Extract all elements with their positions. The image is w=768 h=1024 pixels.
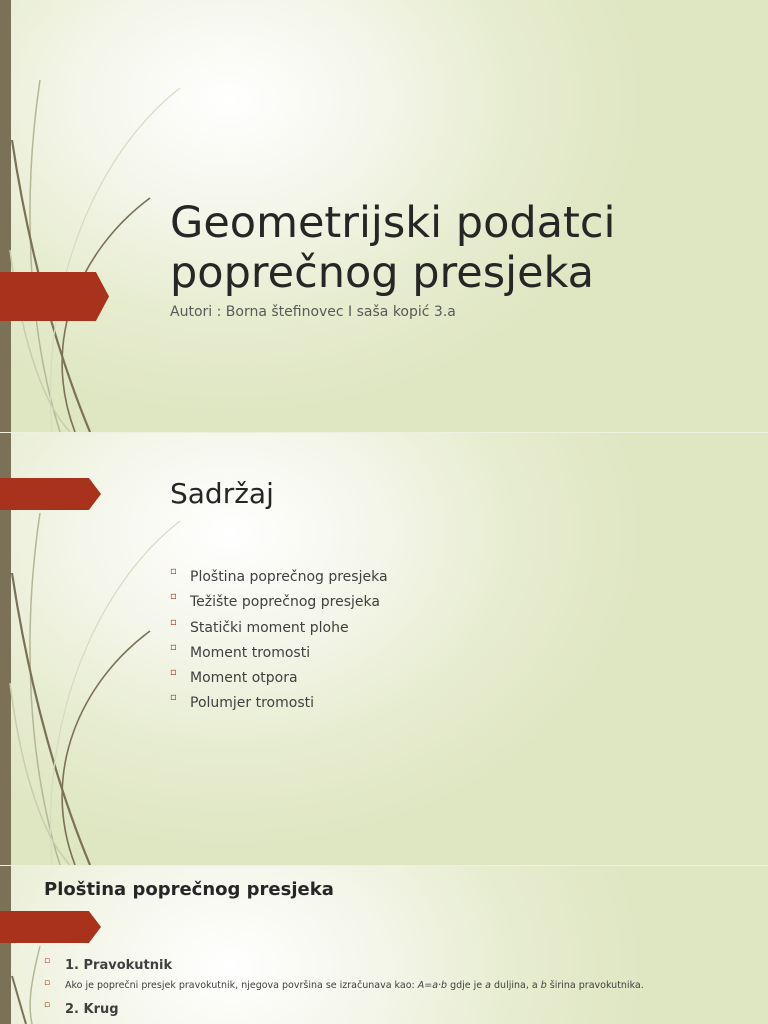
contents-title: Sadržaj [170, 477, 274, 510]
list-item: ▫ Težište poprečnog presjeka [170, 591, 380, 611]
title-slide [0, 0, 768, 432]
bullet-icon: ▫ [170, 667, 177, 679]
contents-list [170, 566, 388, 721]
bullet-icon: ▫ [44, 956, 51, 966]
list-item [44, 1002, 744, 1024]
circle-heading: 2. Krug [65, 1002, 119, 1017]
list-item: ▫ Ako je poprečni presjek pravokutnik, njegova površina se izračunava kao: A=a·b gdje je a duljina, a b širina pravokutnika. [44, 978, 644, 991]
bullet-icon: ▫ [170, 616, 177, 628]
title-line-2: poprečnog presjeka [170, 248, 595, 298]
area-title: Ploština poprečnog presjeka [44, 879, 334, 900]
list-item: ▫ Moment tromosti [170, 641, 311, 661]
bullet-icon: ▫ [170, 692, 177, 704]
bullet-icon: ▫ [170, 566, 177, 577]
rectangle-heading: 1. Pravokutnik [65, 958, 173, 973]
list-item: ▫ Polumjer tromosti [170, 692, 314, 712]
presentation-title [170, 198, 730, 298]
area-list [44, 958, 744, 1024]
list-item: ▫ Statički moment plohe [170, 616, 349, 636]
list-item [44, 958, 744, 980]
title-line-1: Geometrijski podatci [170, 198, 616, 248]
area-formula: A=a·b [417, 980, 448, 991]
authors-subtitle: Autori : Borna štefinovec I saša kopić 3.a [170, 304, 456, 320]
accent-arrow [0, 478, 101, 510]
bullet-icon: ▫ [170, 641, 177, 653]
bullet-icon: ▫ [44, 978, 51, 988]
bullet-icon: ▫ [44, 1000, 51, 1010]
list-item: ▫ Ploština poprečnog presjeka [170, 566, 388, 585]
list-item: ▫ Moment otpora [170, 667, 298, 687]
accent-arrow [0, 911, 101, 943]
accent-arrow [0, 272, 109, 321]
bullet-icon: ▫ [170, 591, 177, 603]
